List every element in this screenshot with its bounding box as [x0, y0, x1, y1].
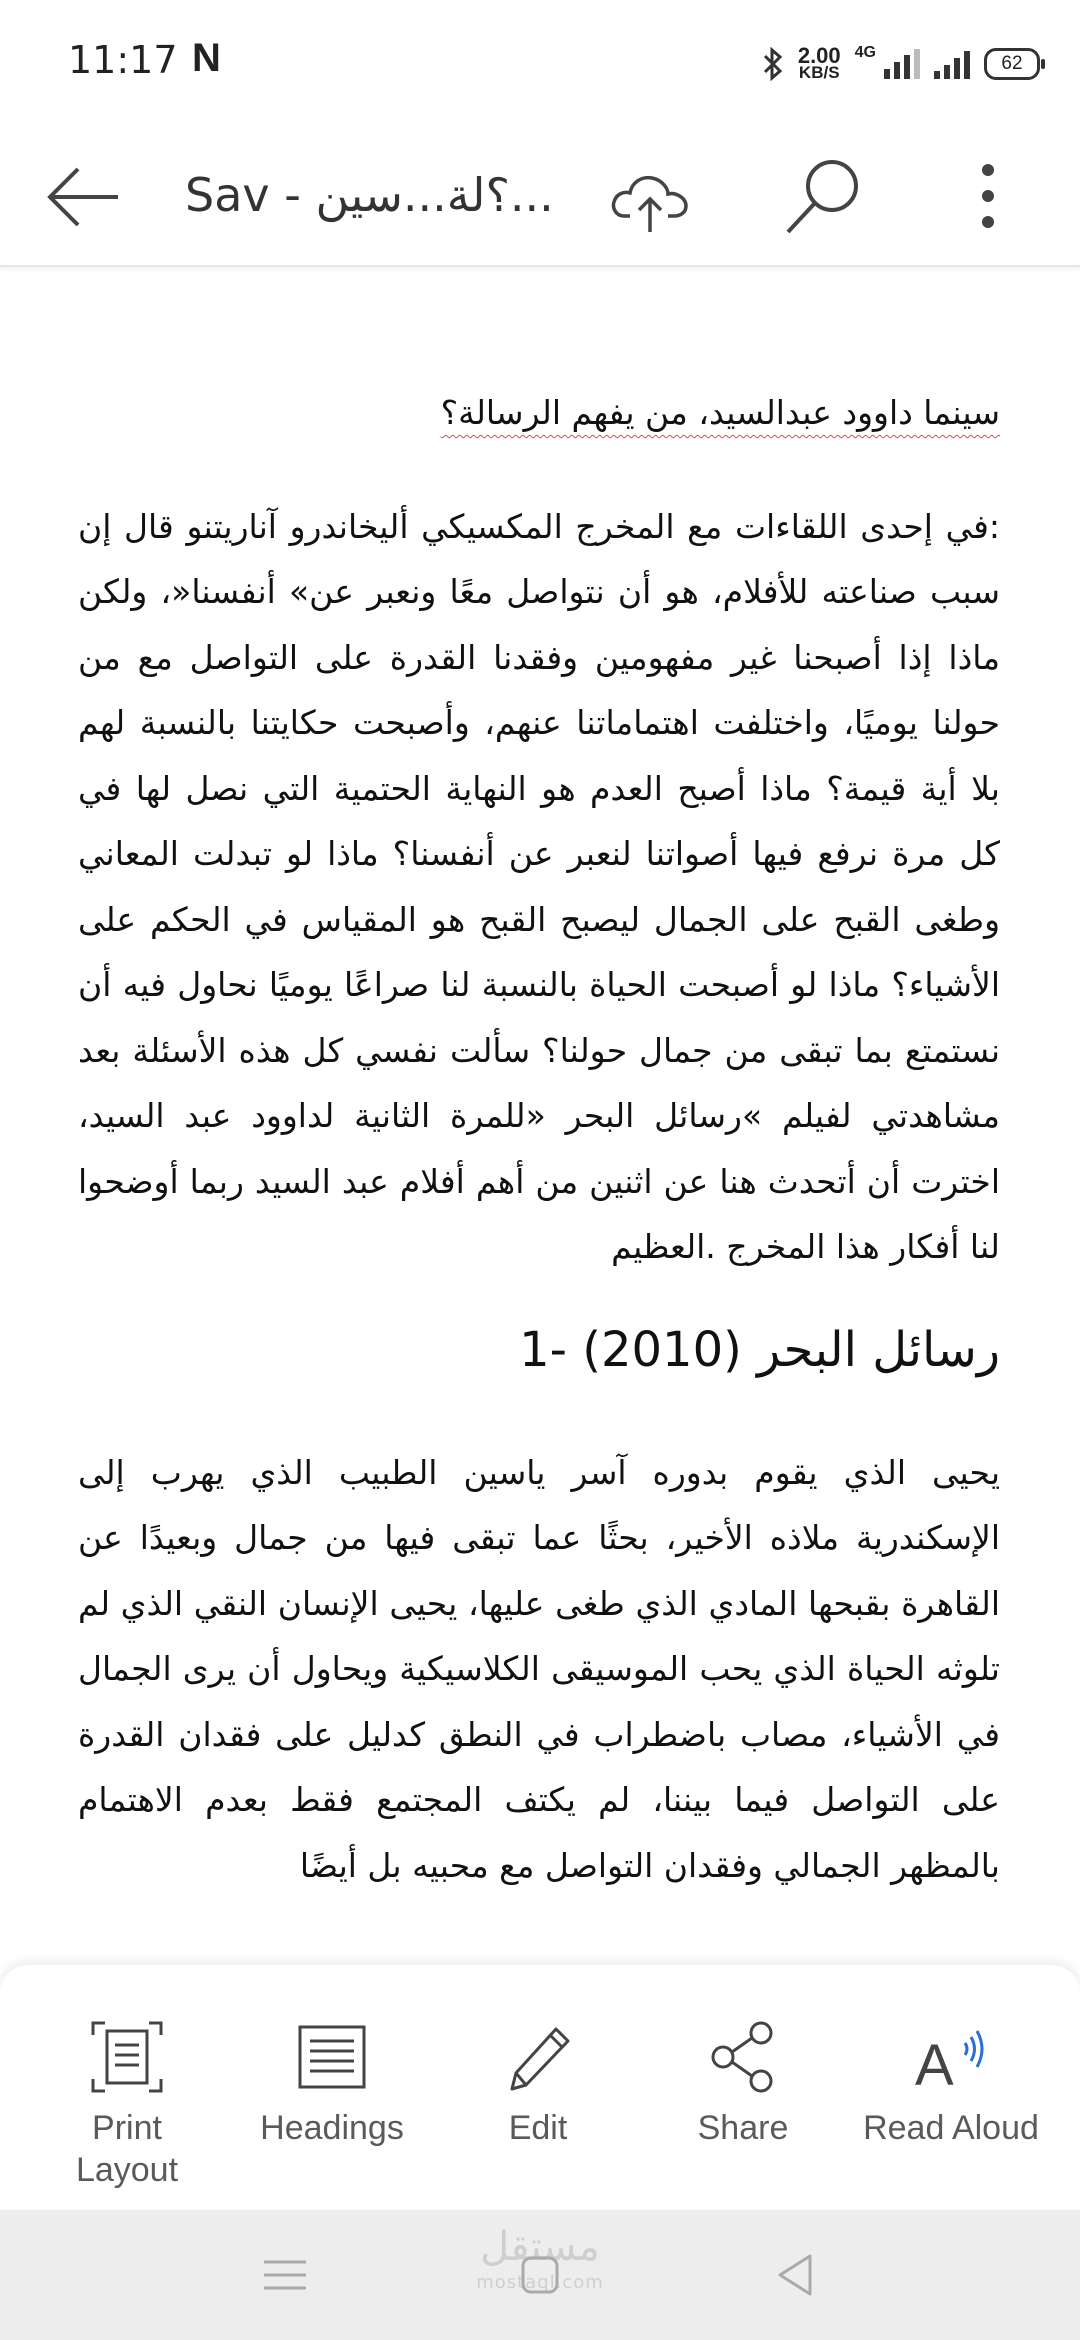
- svg-text:A: A: [915, 2033, 954, 2097]
- bluetooth-icon: [762, 47, 784, 81]
- document-title[interactable]: Sav - ؟لة...سين...: [185, 168, 554, 222]
- back-nav-icon[interactable]: [760, 2240, 830, 2310]
- document-heading: سينما داوود عبدالسيد، من يفهم الرسالة؟: [440, 393, 1000, 432]
- network-speed: 2.00 KB/S: [797, 43, 841, 82]
- back-arrow-icon[interactable]: [44, 165, 124, 229]
- section-heading: رسائل البحر (2010) -1: [519, 1321, 1000, 1378]
- network-type: 4G: [854, 44, 876, 61]
- menu-nav-icon[interactable]: [250, 2240, 320, 2310]
- watermark-logo: مستقل mostaql.com: [476, 2224, 604, 2293]
- paragraph-section: يحيى الذي يقوم بدوره آسر ياسين الطبيب الذي يهرب إلى الإسكندرية ملاذه الأخير، بحثًا عما تبقى فيها من جمال وبعيدًا عن القاهرة بقبحها المادي الذي طغى عليها، يحيى الإنسان النقي الذي لم تلوثه الحياة الذي يحب الموسيقى الكلاسيكية ويحاول أن يرى الجمال في الأشياء، مصاب باضطراب في النطق كدليل على فقدان القدرة على التواصل فيما بيننا، لم يكتف المجتمع فقط بعدم الاهتمام بالمظهر الجمالي وفقدان التواصل مع محبيه بل أيضًا: [78, 1452, 1000, 1885]
- more-options-icon[interactable]: [960, 148, 1016, 244]
- read-aloud-icon: [911, 2017, 991, 2097]
- status-bar: [0, 0, 1080, 130]
- read-aloud-button[interactable]: [851, 1965, 1051, 2209]
- app-toolbar: [0, 130, 1080, 267]
- headings-button[interactable]: [232, 1965, 432, 2209]
- share-button[interactable]: [643, 1965, 843, 2209]
- signal-icon: [884, 49, 920, 79]
- edit-label: Edit: [508, 2109, 568, 2147]
- document-body[interactable]: [78, 380, 1000, 1960]
- edit-button[interactable]: [438, 1965, 638, 2209]
- print-layout-label: Print Layout: [75, 2109, 179, 2189]
- bottom-action-panel: [0, 1965, 1080, 2209]
- system-nav-bar: [0, 2210, 1080, 2340]
- print-layout-button[interactable]: [27, 1965, 227, 2209]
- share-icon: [703, 2017, 783, 2097]
- headings-label: Headings: [260, 2109, 404, 2147]
- print-layout-icon: [87, 2017, 167, 2097]
- notification-icon: N: [192, 36, 221, 80]
- home-nav-icon[interactable]: [505, 2240, 575, 2310]
- signal-icon-2: [934, 49, 970, 79]
- pencil-icon: [498, 2017, 578, 2097]
- status-time: 11:17: [68, 38, 178, 82]
- headings-icon: [292, 2017, 372, 2097]
- battery-icon: 62: [984, 48, 1040, 80]
- share-label: Share: [697, 2109, 789, 2147]
- read-aloud-label: Read Aloud: [863, 2109, 1039, 2147]
- search-icon[interactable]: [778, 148, 868, 244]
- cloud-upload-icon[interactable]: [610, 158, 690, 238]
- status-icons: [762, 44, 1040, 84]
- paragraph-intro: :في إحدى اللقاءات مع المخرج المكسيكي أليخاندرو آناريتنو قال إن سبب صناعته للأفلام، هو أن نتواصل معًا ونعبر عن» أنفسنا«، ولكن ماذا إذا أصبحنا غير مفهومين وفقدنا القدرة على التواصل مع من حولنا يوميًا، واختلفت اهتماماتنا عنهم، وأصبحت حكايتنا بالنسبة لهم بلا أية قيمة؟ ماذا أصبح العدم هو النهاية الحتمية التي نصل لها في كل مرة نرفع فيها أصواتنا لنعبر عن أنفسنا؟ ماذا لو تبدلت المعاني وطغى القبح على الجمال ليصبح القبح هو المقياس في الحكم على الأشياء؟ ماذا لو أصبحت الحياة بالنسبة لنا صراعًا يوميًا نحاول فيه أن نستمتع بما تبقى من جمال حولنا؟ سألت نفسي كل هذه الأسئلة بعد مشاهدتي لفيلم »رسائل البحر «للمرة الثانية لداوود عبد السيد، اخترت أن أتحدث هنا عن اثنين من أهم أفلام عبد السيد ربما أوضحوا لنا أفكار هذا المخرج .العظيم: [78, 506, 1000, 1266]
